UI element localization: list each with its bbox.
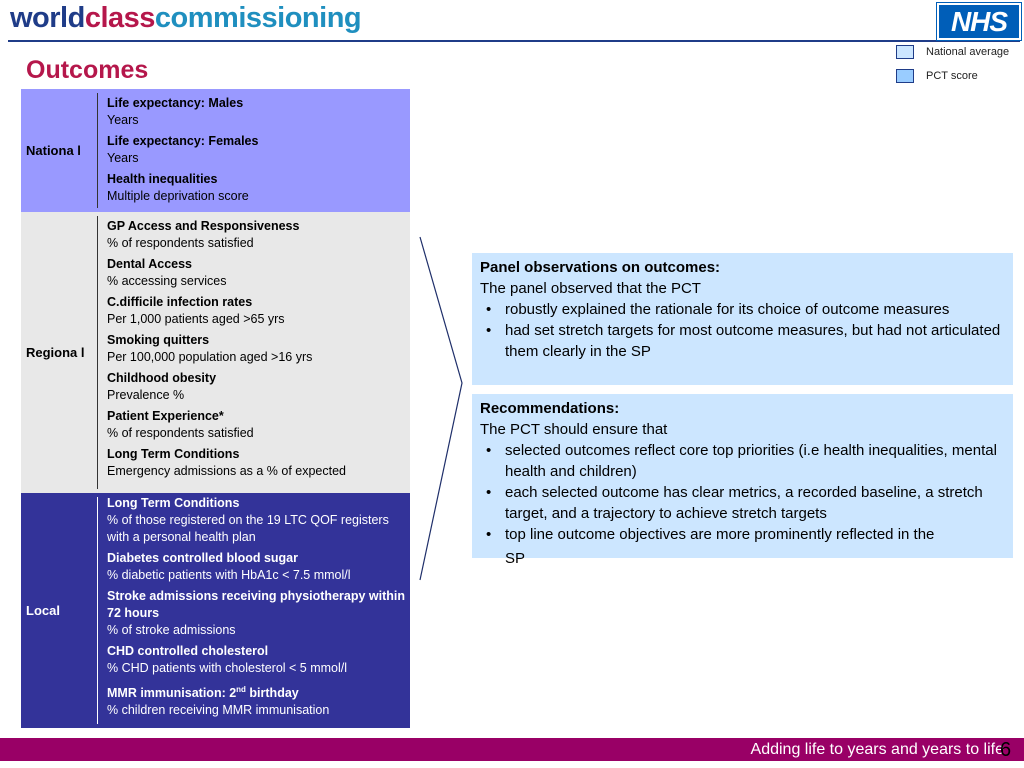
outcome-title: Stroke admissions receiving physiotherapy within 72 hours [107,589,405,620]
legend-swatch-pct-score [896,69,914,83]
logo-class: class [84,2,155,34]
bullet-item: • top line outcome objectives are more prominently reflected in the [480,524,1005,545]
outcome-title: Life expectancy: Females [107,134,259,148]
logo-world: world [10,2,85,34]
legend-swatch-national-average [896,45,914,59]
outcome-title: Long Term Conditions [107,447,240,461]
outcome-item [107,332,406,366]
section-divider [97,93,98,208]
outcome-title: Patient Experience* [107,409,224,423]
outcome-measure: % children receiving MMR immunisation [107,703,330,718]
outcome-item [107,370,406,404]
outcome-list-national [107,95,406,209]
outcome-title: Long Term Conditions [107,496,240,510]
outcome-measure: % CHD patients with cholesterol < 5 mmol/l [107,661,348,675]
outcome-item [107,588,406,639]
outcome-measure: % of those registered on the 19 LTC QOF registers with a personal health plan [107,513,389,544]
panel-overflow-text: SP [505,550,526,567]
outcome-measure: Years [107,151,139,165]
panel-recommendations [472,394,1013,558]
outcome-item [107,681,406,719]
outcome-item [107,643,406,677]
section-regional [21,212,410,493]
outcome-item [107,550,406,584]
logo-commissioning: commissioning [154,2,362,34]
outcome-item [107,446,406,480]
legend-label-pct-score: PCT score [926,69,978,82]
outcome-list-regional [107,218,406,484]
outcome-title: Smoking quitters [107,333,210,347]
outcome-item [107,95,406,129]
outcome-title: GP Access and Responsiveness [107,219,300,233]
outcome-item [107,495,406,546]
outcome-measure: % of stroke admissions [107,623,236,637]
bullet-item: • selected outcomes reflect core top priorities (i.e health inequalities, mental health and children) [480,440,1005,482]
page-title: Outcomes [26,56,149,84]
bullet-item: • each selected outcome has clear metrics, a recorded baseline, a stretch target, and a trajectory to achieve stretch targets [480,482,1005,524]
outcome-title: Health inequalities [107,172,218,186]
legend [896,44,1009,92]
section-label-regional: Regiona l [26,344,85,360]
outcome-measure: % of respondents satisfied [107,426,254,440]
outcome-title: C.difficile infection rates [107,295,253,309]
bullet-item: • robustly explained the rationale for its choice of outcome measures [480,299,1005,320]
outcome-measure: % accessing services [107,274,227,288]
panel-heading: Recommendations: [480,400,620,417]
section-divider [97,216,98,489]
outcome-measure: Per 100,000 population aged >16 yrs [107,350,313,364]
outcome-title: Diabetes controlled blood sugar [107,551,298,565]
outcome-item [107,133,406,167]
outcome-item [107,294,406,328]
outcome-title-superscript: nd [236,685,246,694]
outcome-item [107,256,406,290]
section-label-local: Local [26,602,60,618]
panel-intro: The PCT should ensure that [480,421,668,438]
footer-bar [0,738,1024,761]
outcome-title-tail: birthday [245,686,299,701]
outcome-item [107,218,406,252]
legend-item-pct-score [896,68,1009,83]
worldclass-commissioning-logo [10,2,361,35]
outcome-item [107,171,406,205]
outcome-measure: Per 1,000 patients aged >65 yrs [107,312,285,326]
outcome-measure: % diabetic patients with HbA1c < 7.5 mmol/l [107,568,351,582]
section-local [21,493,410,728]
outcome-measure: Multiple deprivation score [107,189,249,203]
outcome-title-main: MMR immunisation: 2 [107,686,237,701]
bullet-list [480,299,1005,362]
outcome-list-local [107,495,406,723]
section-label-national: Nationa l [26,142,81,158]
legend-item-national-average [896,44,1009,59]
footer-tagline: Adding life to years and years to life [750,741,1004,758]
legend-label-national-average: National average [926,45,1010,58]
bullet-list [480,440,1005,545]
panel-heading: Panel observations on outcomes: [480,259,721,276]
outcome-measure: Emergency admissions as a % of expected [107,464,347,478]
outcome-item [107,408,406,442]
panel-intro: The panel observed that the PCT [480,280,701,297]
outcome-title [107,681,406,702]
section-national [21,89,410,212]
header-divider [8,40,1020,42]
page-number: 6 [1000,739,1012,761]
nhs-logo: NHS [937,3,1021,40]
outcome-measure: % of respondents satisfied [107,236,254,250]
outcome-title: CHD controlled cholesterol [107,644,269,658]
outcome-title: Life expectancy: Males [107,96,244,110]
outcome-measure: Prevalence % [107,388,185,402]
bullet-item: • had set stretch targets for most outcome measures, but had not articulated them clearly in the SP [480,320,1005,362]
panel-observations [472,253,1013,385]
arrow-connector [418,235,468,585]
outcome-title: Childhood obesity [107,371,217,385]
arrow-outline [420,237,462,580]
outcome-title: Dental Access [107,257,192,271]
outcome-measure: Years [107,113,139,127]
section-divider [97,497,98,724]
